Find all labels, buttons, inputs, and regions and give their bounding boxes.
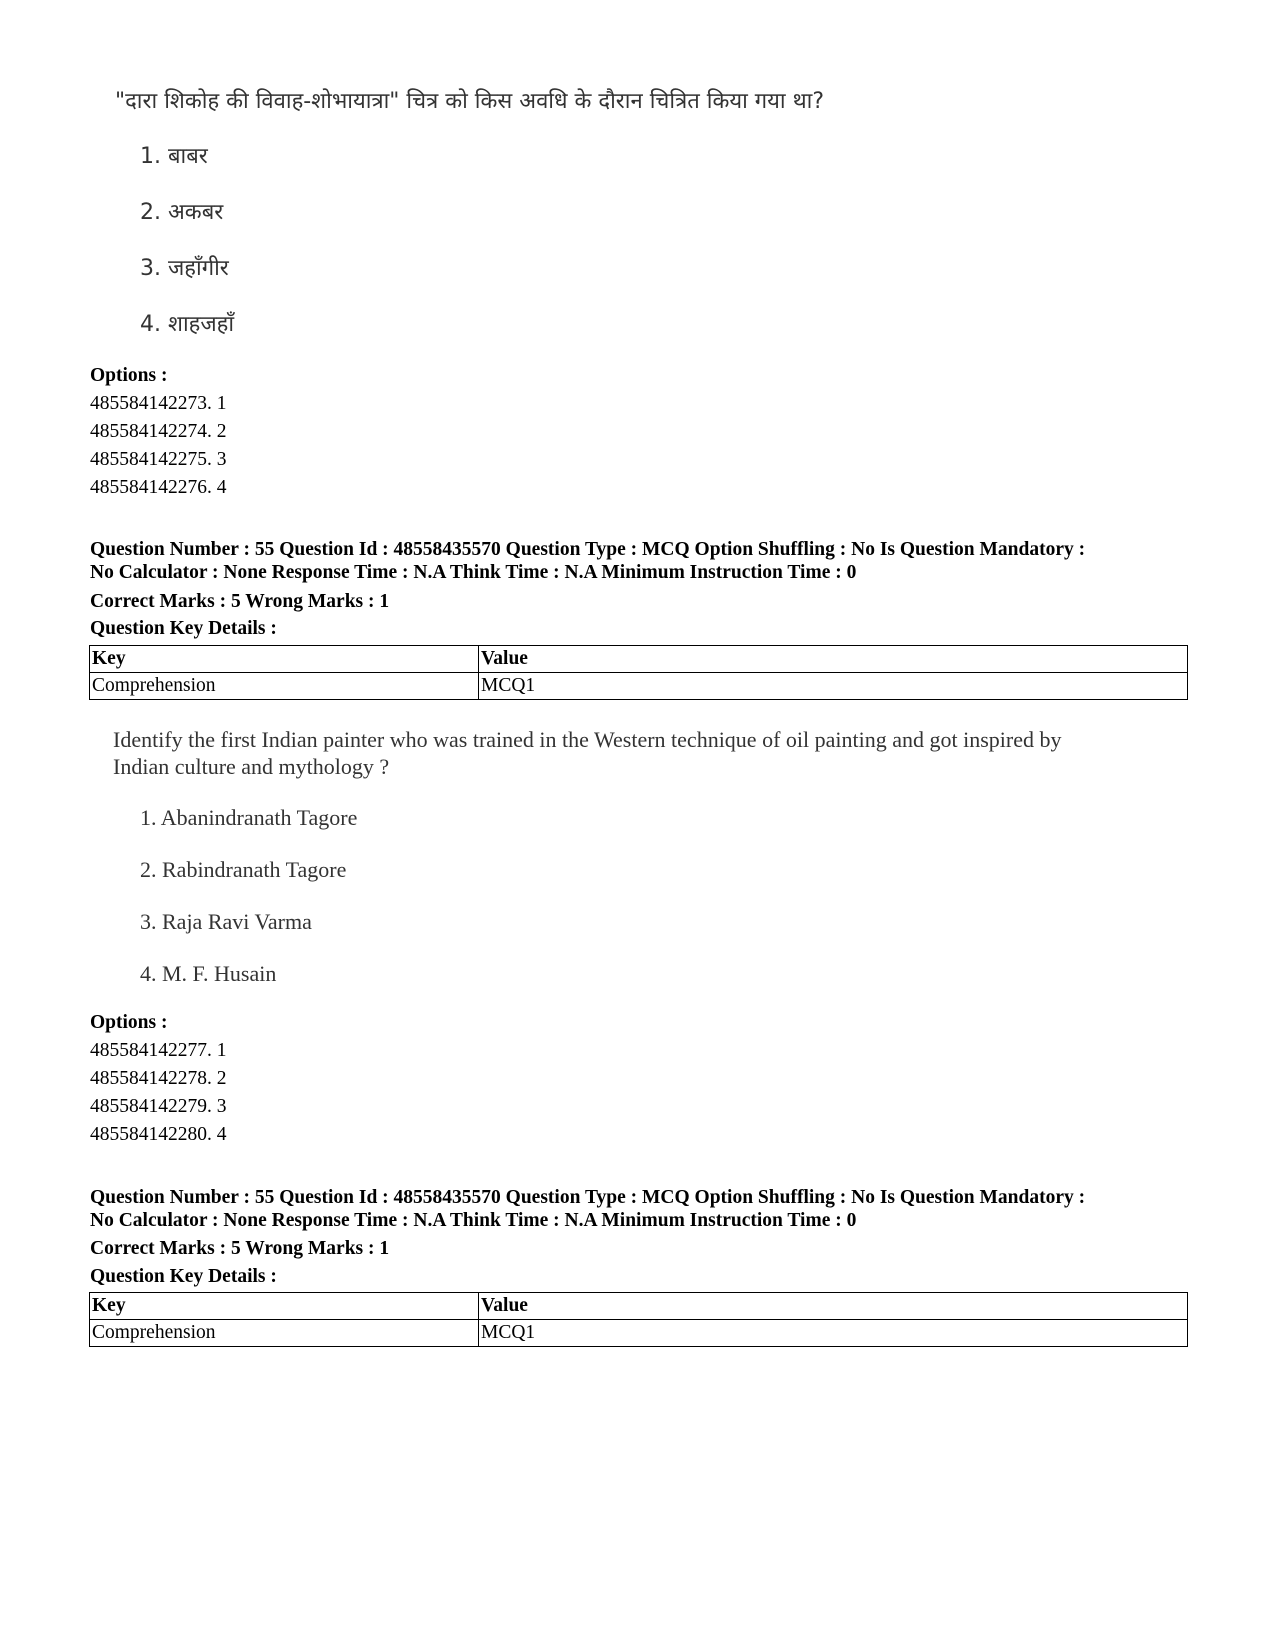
question-2-option-id-2: 485584142278. 2: [90, 1068, 227, 1089]
table-cell-value: MCQ1: [479, 673, 1188, 700]
question-1-option-id-4: 485584142276. 4: [90, 477, 227, 498]
meta-2-marks: Correct Marks : 5 Wrong Marks : 1: [90, 1238, 390, 1259]
meta-1-line-1: Question Number : 55 Question Id : 48558435570 Question Type : MCQ Option Shuffling : No Is Question Mandatory :: [90, 539, 1086, 560]
question-2-options-label: Options :: [90, 1012, 168, 1033]
meta-1-key-table: [89, 645, 1188, 700]
table-header-value: Value: [479, 646, 1188, 673]
question-1-choice-1: 1. बाबर: [140, 144, 208, 169]
table-header-key: Key: [90, 1293, 479, 1320]
meta-2-key-details-label: Question Key Details :: [90, 1266, 277, 1287]
question-2-choice-4: 4. M. F. Husain: [140, 961, 277, 986]
table-header-row: [90, 1293, 1188, 1320]
question-1-choice-3: 3. जहाँगीर: [140, 256, 229, 281]
table-row: [90, 673, 1188, 700]
question-1-option-id-1: 485584142273. 1: [90, 393, 227, 414]
meta-2-line-2: No Calculator : None Response Time : N.A Think Time : N.A Minimum Instruction Time : 0: [90, 1210, 857, 1231]
question-2-choice-3: 3. Raja Ravi Varma: [140, 909, 312, 934]
meta-1-marks: Correct Marks : 5 Wrong Marks : 1: [90, 591, 390, 612]
table-cell-key: Comprehension: [90, 673, 479, 700]
meta-2-line-1: Question Number : 55 Question Id : 48558435570 Question Type : MCQ Option Shuffling : No Is Question Mandatory :: [90, 1187, 1086, 1208]
meta-1-key-details-label: Question Key Details :: [90, 618, 277, 639]
table-header-row: [90, 646, 1188, 673]
meta-2-key-table: [89, 1292, 1188, 1347]
question-1-choice-2: 2. अकबर: [140, 200, 224, 225]
question-1-option-id-3: 485584142275. 3: [90, 449, 227, 470]
question-2-option-id-4: 485584142280. 4: [90, 1124, 227, 1145]
question-2-option-id-3: 485584142279. 3: [90, 1096, 227, 1117]
table-row: [90, 1320, 1188, 1347]
table-cell-key: Comprehension: [90, 1320, 479, 1347]
meta-1-line-2: No Calculator : None Response Time : N.A Think Time : N.A Minimum Instruction Time : 0: [90, 562, 857, 583]
table-cell-value: MCQ1: [479, 1320, 1188, 1347]
question-2-option-id-1: 485584142277. 1: [90, 1040, 227, 1061]
question-1-choice-4: 4. शाहजहाँ: [140, 312, 235, 337]
question-1-stem: "दारा शिकोह की विवाह-शोभायात्रा" चित्र को किस अवधि के दौरान चित्रित किया गया था?: [115, 89, 825, 114]
question-1-option-id-2: 485584142274. 2: [90, 421, 227, 442]
question-2-choice-2: 2. Rabindranath Tagore: [140, 857, 347, 882]
question-1-options-label: Options :: [90, 365, 168, 386]
question-2-stem-line-1: Identify the first Indian painter who was trained in the Western technique of oil painting and got inspired by: [113, 727, 1062, 752]
table-header-key: Key: [90, 646, 479, 673]
question-2-choice-1: 1. Abanindranath Tagore: [140, 805, 358, 830]
question-2-stem-line-2: Indian culture and mythology ?: [113, 754, 390, 779]
table-header-value: Value: [479, 1293, 1188, 1320]
